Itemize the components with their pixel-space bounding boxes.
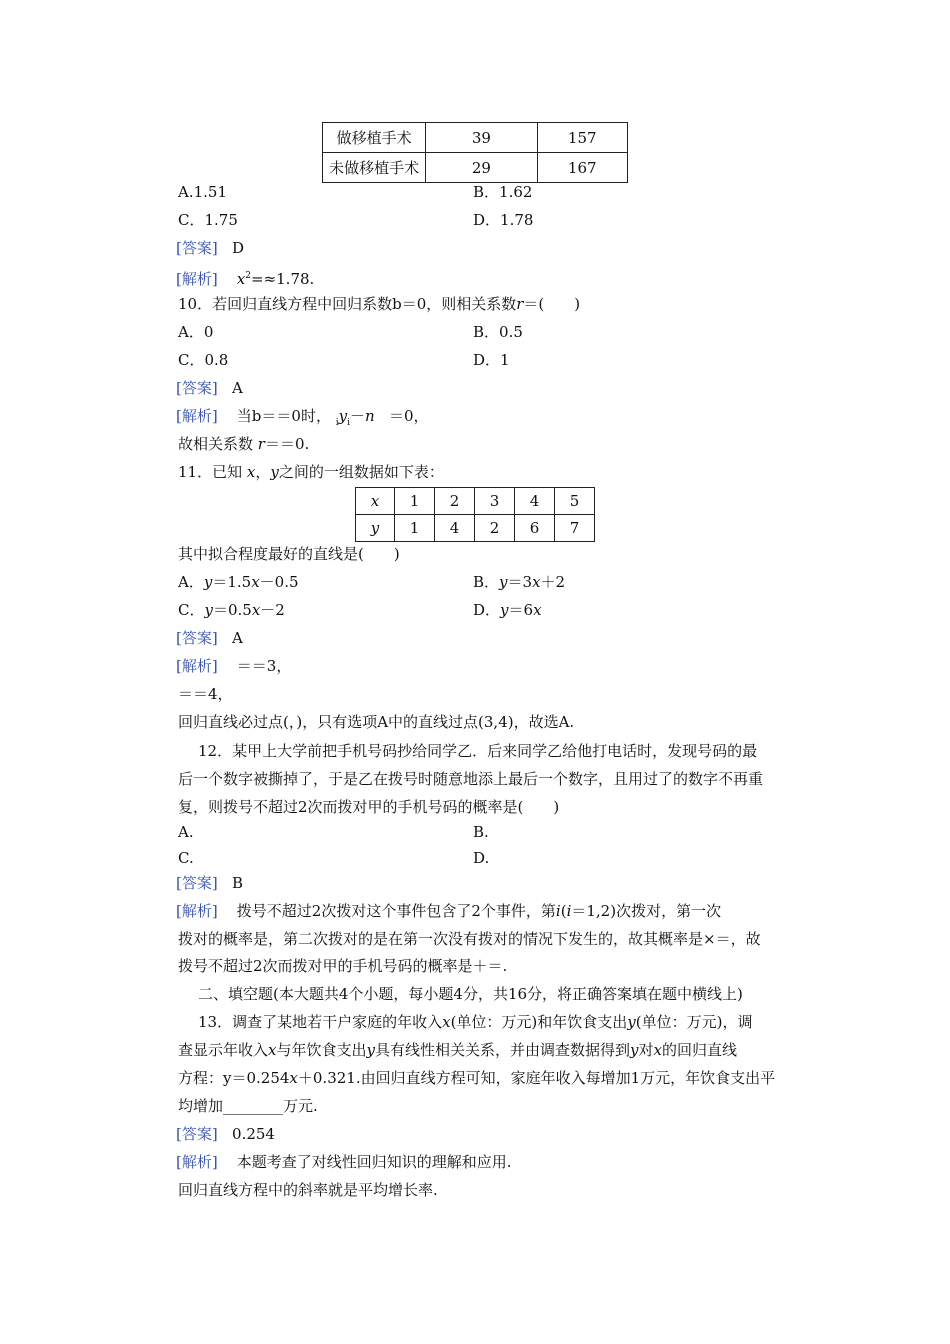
answer-value: A <box>232 629 243 647</box>
q12-option-c: C. <box>178 849 194 867</box>
analysis-tag: [解析] <box>176 1153 218 1171</box>
xy-data-table <box>355 487 595 542</box>
analysis-text: ＝0， <box>389 407 429 425</box>
table-cell: 167 <box>537 153 628 183</box>
q12-analysis-1: [解析] 拨号不超过2次拨对这个事件包含了2个事件，第i(i＝1,2)次拨对，第一次 <box>176 902 722 920</box>
table-cell: 39 <box>426 123 537 153</box>
math-sup: 2 <box>245 271 251 281</box>
table-cell: 7 <box>555 515 595 542</box>
q12-stem-1: 12．某甲上大学前把手机号码抄给同学乙．后来同学乙给他打电话时，发现号码的最 <box>198 742 758 760</box>
answer-value: B <box>232 874 244 892</box>
q13-stem-4: 均增加________万元. <box>178 1097 318 1115</box>
table-header-cell: y <box>356 515 395 542</box>
stem-text: ＝( ) <box>523 295 581 313</box>
q10-option-a: A．0 <box>178 323 214 341</box>
table-cell: 157 <box>537 123 628 153</box>
q9-answer <box>176 238 244 258</box>
stem-text: 11．已知 <box>178 463 243 481</box>
answer-tag: [答案] <box>176 239 218 257</box>
q11-option-d: D．y＝6x <box>473 601 542 619</box>
math-var: r <box>516 295 524 313</box>
q10-option-b: B．0.5 <box>473 323 523 341</box>
table-header-cell: x <box>356 488 395 515</box>
table-row <box>323 123 628 153</box>
math-var: x <box>246 463 256 481</box>
table-cell: 1 <box>395 488 435 515</box>
analysis-tag: [解析] <box>176 902 218 920</box>
q10-stem <box>178 294 580 314</box>
answer-tag: [答案] <box>176 874 218 892</box>
table-cell: 29 <box>426 153 537 183</box>
table-cell: 1 <box>395 515 435 542</box>
table-row <box>356 515 595 542</box>
q10-conclusion <box>178 434 309 454</box>
table-cell: 2 <box>435 488 475 515</box>
q11-question: 其中拟合程度最好的直线是( ) <box>178 545 400 563</box>
q12-stem-2: 后一个数字被撕掉了，于是乙在拨号时随意地添上最后一个数字，且用过了的数字不再重 <box>178 770 764 788</box>
section-heading: 二、填空题(本大题共4个小题，每小题4分，共16分，将正确答案填在题中横线上) <box>198 985 743 1003</box>
table-cell: 4 <box>435 515 475 542</box>
q11-option-b: B．y＝3x＋2 <box>473 573 566 591</box>
table-cell: 4 <box>515 488 555 515</box>
answer-tag: [答案] <box>176 629 218 647</box>
q12-option-d: D. <box>473 849 490 867</box>
q13-stem-3: 方程：y＝0.254x＋0.321.由回归直线方程可知，家庭年收入每增加1万元，年饮食支出平 <box>178 1069 776 1087</box>
analysis-tag: [解析] <box>176 270 218 288</box>
table-row <box>356 488 595 515</box>
table-row <box>323 153 628 183</box>
q11-analysis <box>176 656 291 676</box>
q13-analysis-1: [解析] 本题考查了对线性回归知识的理解和应用. <box>176 1153 512 1171</box>
q13-stem-1: 13．调查了某地若干户家庭的年收入x(单位：万元)和年饮食支出y(单位：万元)，调 <box>198 1013 753 1031</box>
analysis-tag: [解析] <box>176 407 218 425</box>
q12-answer <box>176 873 243 893</box>
answer-tag: [答案] <box>176 379 218 397</box>
q11-analysis-3: 回归直线必过点(，)，只有选项A中的直线过点(3,4)，故选A. <box>178 713 575 731</box>
q12-analysis-3: 拨号不超过2次而拨对甲的手机号码的概率是＋＝. <box>178 957 508 975</box>
table-cell: 2 <box>475 515 515 542</box>
q12-option-a: A. <box>178 823 194 841</box>
table-cell: 3 <box>475 488 515 515</box>
q11-stem <box>178 462 444 482</box>
table-cell: 未做移植手术 <box>323 153 426 183</box>
analysis-text: 当b＝＝0时， <box>236 407 331 425</box>
q11-option-c: C．y＝0.5x－2 <box>178 601 285 619</box>
math-var: y <box>270 463 279 481</box>
q9-analysis <box>176 266 314 289</box>
answer-value: A <box>232 379 243 397</box>
transplant-table <box>322 122 628 183</box>
analysis-text: ＝＝3， <box>236 657 292 675</box>
math-var: r <box>257 435 265 453</box>
q10-analysis <box>176 406 429 433</box>
analysis-text: 故相关系数 <box>178 435 254 453</box>
q12-stem-3: 复，则拨号不超过2次而拨对甲的手机号码的概率是( ) <box>178 798 560 816</box>
q12-analysis-2: 拨对的概率是，第二次拨对的是在第一次没有拨对的情况下发生的，故其概率是×＝，故 <box>178 930 761 948</box>
table-cell: 做移植手术 <box>323 123 426 153</box>
q9-option-a: A.1.51 <box>178 183 227 201</box>
q13-stem-2: 查显示年收入x与年饮食支出y具有线性相关关系，并由调查数据得到y对x的回归直线 <box>178 1041 737 1059</box>
q13-analysis-2: 回归直线方程中的斜率就是平均增长率. <box>178 1181 438 1199</box>
answer-tag: [答案] <box>176 1125 218 1143</box>
math-var: x <box>236 270 246 288</box>
analysis-tag: [解析] <box>176 657 218 675</box>
q9-option-b: B．1.62 <box>473 183 533 201</box>
q10-option-c: C．0.8 <box>178 351 229 369</box>
q9-option-c: C．1.75 <box>178 211 238 229</box>
answer-value: 0.254 <box>232 1125 275 1143</box>
q13-answer <box>176 1124 275 1144</box>
stem-text: ， <box>255 463 271 481</box>
q11-option-a: A．y＝1.5x－0.5 <box>178 573 299 591</box>
table-cell: 5 <box>555 488 595 515</box>
math-sub: i <box>347 418 350 428</box>
stem-text: 之间的一组数据如下表： <box>278 463 444 481</box>
q10-option-d: D．1 <box>473 351 510 369</box>
math-var: y <box>338 407 348 425</box>
q11-answer <box>176 628 243 648</box>
analysis-text: ＝＝0. <box>264 435 310 453</box>
table-cell: 6 <box>515 515 555 542</box>
q9-option-d: D．1.78 <box>473 211 534 229</box>
math-var: n <box>365 407 375 425</box>
answer-value: D <box>232 239 245 257</box>
q11-analysis-2: ＝＝4， <box>178 685 233 703</box>
q10-answer <box>176 378 243 398</box>
stem-text: 10．若回归直线方程中回归系数b＝0，则相关系数 <box>178 295 517 313</box>
q12-option-b: B. <box>473 823 489 841</box>
analysis-text: =≈1.78. <box>251 270 315 288</box>
analysis-text: － <box>350 407 366 425</box>
math-sub: i <box>335 418 339 428</box>
